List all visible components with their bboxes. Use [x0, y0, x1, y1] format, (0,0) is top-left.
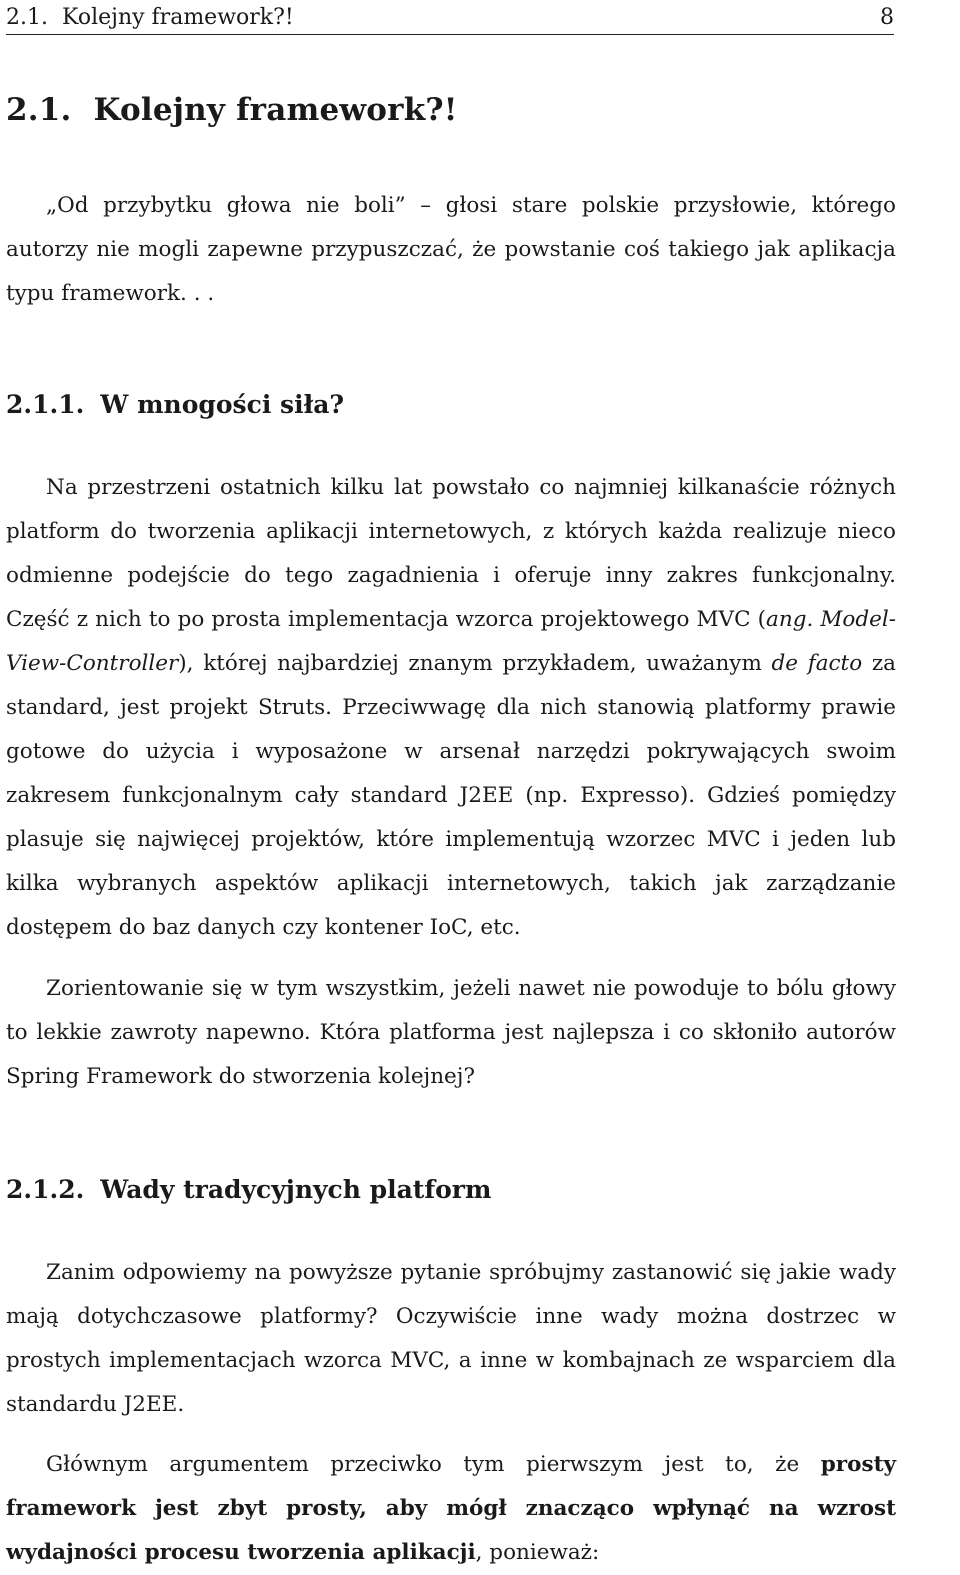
running-head-title	[6, 2, 308, 34]
page-number: 8	[880, 5, 894, 30]
section-heading	[6, 88, 458, 132]
paragraph-text: , ponieważ:	[475, 1540, 600, 1565]
italic-term: de facto	[771, 651, 863, 676]
section-number: 2.1.	[6, 92, 72, 128]
paragraph-argument	[6, 1443, 896, 1575]
bold-emphasis: prosty framework jest zbyt prosty, aby mógł znacząco wpłynąć na wzrost wydajności procesu tworzenia aplikacji	[6, 1452, 896, 1565]
running-head	[6, 2, 894, 35]
subsection-heading-2	[6, 1170, 491, 1210]
subsection-title-1: W mnogości siła?	[100, 390, 345, 419]
intro-paragraph: „Od przybytku głowa nie boli” – głosi stare polskie przysłowie, którego autorzy nie mogli zapewne przypuszczać, że powstanie coś takiego jak aplikacja typu framework. . .	[6, 193, 896, 306]
paragraph-platforms	[6, 466, 896, 950]
running-head-section-title: Kolejny framework?!	[61, 5, 294, 30]
subsection-number-2: 2.1.2.	[6, 1175, 85, 1204]
paragraph-text: ), której najbardziej znanym przykładem, uważanym	[178, 651, 772, 676]
paragraph-orientation: Zorientowanie się w tym wszystkim, jeżeli nawet nie powoduje to bólu głowy to lekkie zawroty napewno. Która platforma jest najlepsza i co skłoniło autorów Spring Framework do stworzenia kolejnej?	[6, 976, 896, 1089]
subsection-title-2: Wady tradycyjnych platform	[100, 1175, 492, 1204]
running-head-section-number: 2.1.	[6, 5, 48, 30]
subsection-number-1: 2.1.1.	[6, 390, 85, 419]
paragraph-text: Na przestrzeni ostatnich kilku lat powstało co najmniej kilkanaście różnych platform do tworzenia aplikacji internetowych, z których każda realizuje nieco odmienne podejście do tego zagadnienia i oferuje inny zakres funkcjonalny. Część z nich to po prosta implementacja wzorca projektowego MVC (	[6, 475, 896, 632]
paragraph-text: Głównym argumentem przeciwko tym pierwszym jest to, że	[46, 1452, 821, 1477]
paragraph-drawbacks: Zanim odpowiemy na powyższe pytanie spróbujmy zastanowić się jakie wady mają dotychczasowe platformy? Oczywiście inne wady można dostrzec w prostych implementacjach wzorca MVC, a inne w kombajnach ze wsparciem dla standardu J2EE.	[6, 1260, 896, 1417]
italic-term: ang. Model-View-Controller	[6, 607, 896, 676]
section-title: Kolejny framework?!	[93, 92, 458, 128]
subsection-heading-1	[6, 385, 344, 425]
paragraph-text: za standard, jest projekt Struts. Przeciwwagę dla nich stanowią platformy prawie gotowe do użycia i wyposażone w arsenał narzędzi pokrywających swoim zakresem funkcjonalnym cały standard J2EE (np. Expresso). Gdzieś pomiędzy plasuje się najwięcej projektów, które implementują wzorzec MVC i jeden lub kilka wybranych aspektów aplikacji internetowych, takich jak zarządzanie dostępem do baz danych czy kontener IoC, etc.	[6, 651, 896, 940]
